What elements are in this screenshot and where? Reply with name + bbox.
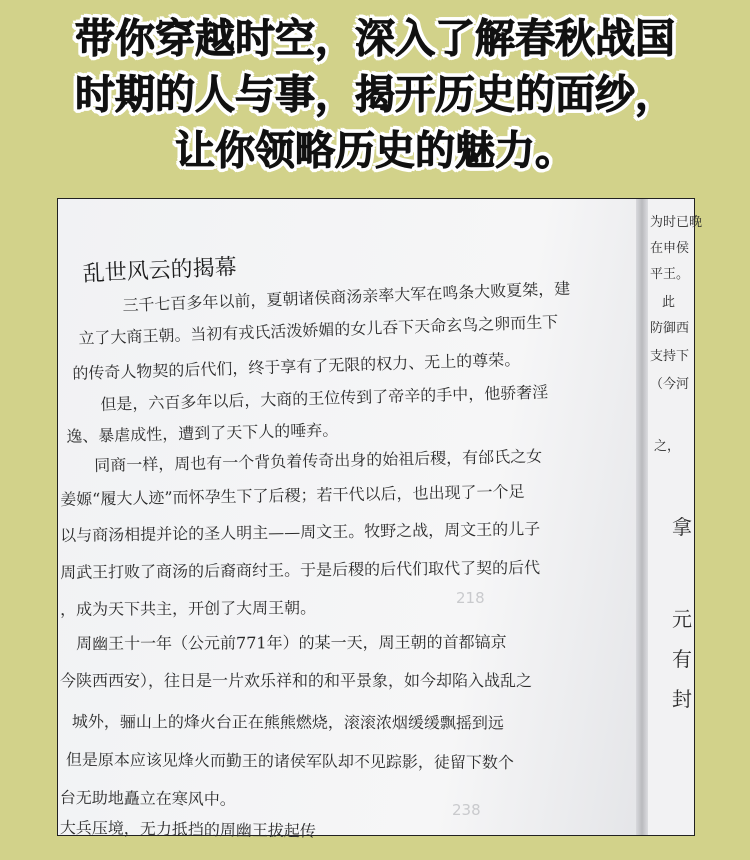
text-line: 城外，骊山上的烽火台正在熊熊燃烧，滚滚浓烟缓缓飘摇到远	[71, 712, 505, 733]
left-book-page	[58, 199, 642, 841]
book-gutter	[636, 199, 648, 835]
right-text-line: 为时已晚	[650, 215, 703, 230]
text-line: 大兵压境，无力抵挡的周幽王拔起传	[59, 817, 316, 841]
text-line: 但是，六百多年以后，大商的王位传到了帝辛的手中，他骄奢淫	[100, 382, 549, 414]
text-line: 以与商汤相提并论的圣人明主——周文王。牧野之战，周文王的儿子	[60, 519, 541, 545]
right-text-line: 支持下	[650, 349, 690, 364]
text-line: 姜嫄“履大人迹”而怀孕生下了后稷；若干代以后，也出现了一个足	[60, 481, 525, 509]
page-number-238: 238	[452, 801, 481, 819]
headline-line-1: 带你穿越时空，深入了解春秋战国	[75, 16, 675, 62]
text-line: 今陕西西安），往日是一片欢乐祥和的和平景象，如今却陷入战乱之	[60, 671, 533, 690]
right-text-line: 平王。	[650, 267, 690, 282]
chapter-title: 乱世风云的揭幕	[82, 255, 238, 287]
text-line: 台无助地矗立在寒风中。	[59, 787, 236, 809]
text-line: 周武王打败了商汤的后裔商纣王。于是后稷的后代们取代了契的后代	[60, 557, 541, 582]
headline-line-2: 时期的人与事，揭开历史的面纱，	[75, 72, 675, 118]
right-text-line: （今河	[650, 377, 690, 392]
text-line: 三千七百多年以前，夏朝诸侯商汤亲率大军在鸣条大败夏桀，建	[122, 278, 571, 315]
right-large-char: 封	[672, 687, 692, 711]
book-page-photo	[57, 198, 703, 841]
text-line: 同商一样，周也有一个背负着传奇出身的始祖后稷，有邰氏之女	[94, 446, 543, 475]
right-large-char: 元	[672, 607, 692, 631]
right-text-line: 此	[662, 295, 676, 310]
text-line: 周幽王十一年（公元前771年）的某一天，周王朝的首都镐京	[76, 632, 507, 653]
text-line: 的传奇人物契的后代们，终于享有了无限的权力、无上的尊荣。	[72, 349, 521, 383]
right-text-line: 之，	[654, 439, 681, 454]
right-large-char: 有	[672, 647, 692, 671]
right-text-line: 在申侯	[650, 241, 690, 256]
text-line: ，成为天下共主，开创了大周王朝。	[60, 598, 317, 619]
text-line: 立了大商王朝。当初有戎氏活泼娇媚的女儿吞下天命玄鸟之卵而生下	[78, 312, 559, 348]
page-number-218: 218	[456, 589, 485, 607]
right-book-page	[648, 199, 703, 835]
right-large-char: 拿	[672, 515, 692, 539]
text-line: 逸、暴虐成性，遭到了天下人的唾弃。	[66, 420, 339, 446]
headline-line-3: 让你领略历史的魅力。	[175, 128, 575, 174]
right-text-line: 防御西	[650, 321, 690, 336]
text-line: 但是原本应该见烽火而勤王的诸侯军队却不见踪影，徒留下数个	[65, 749, 514, 773]
